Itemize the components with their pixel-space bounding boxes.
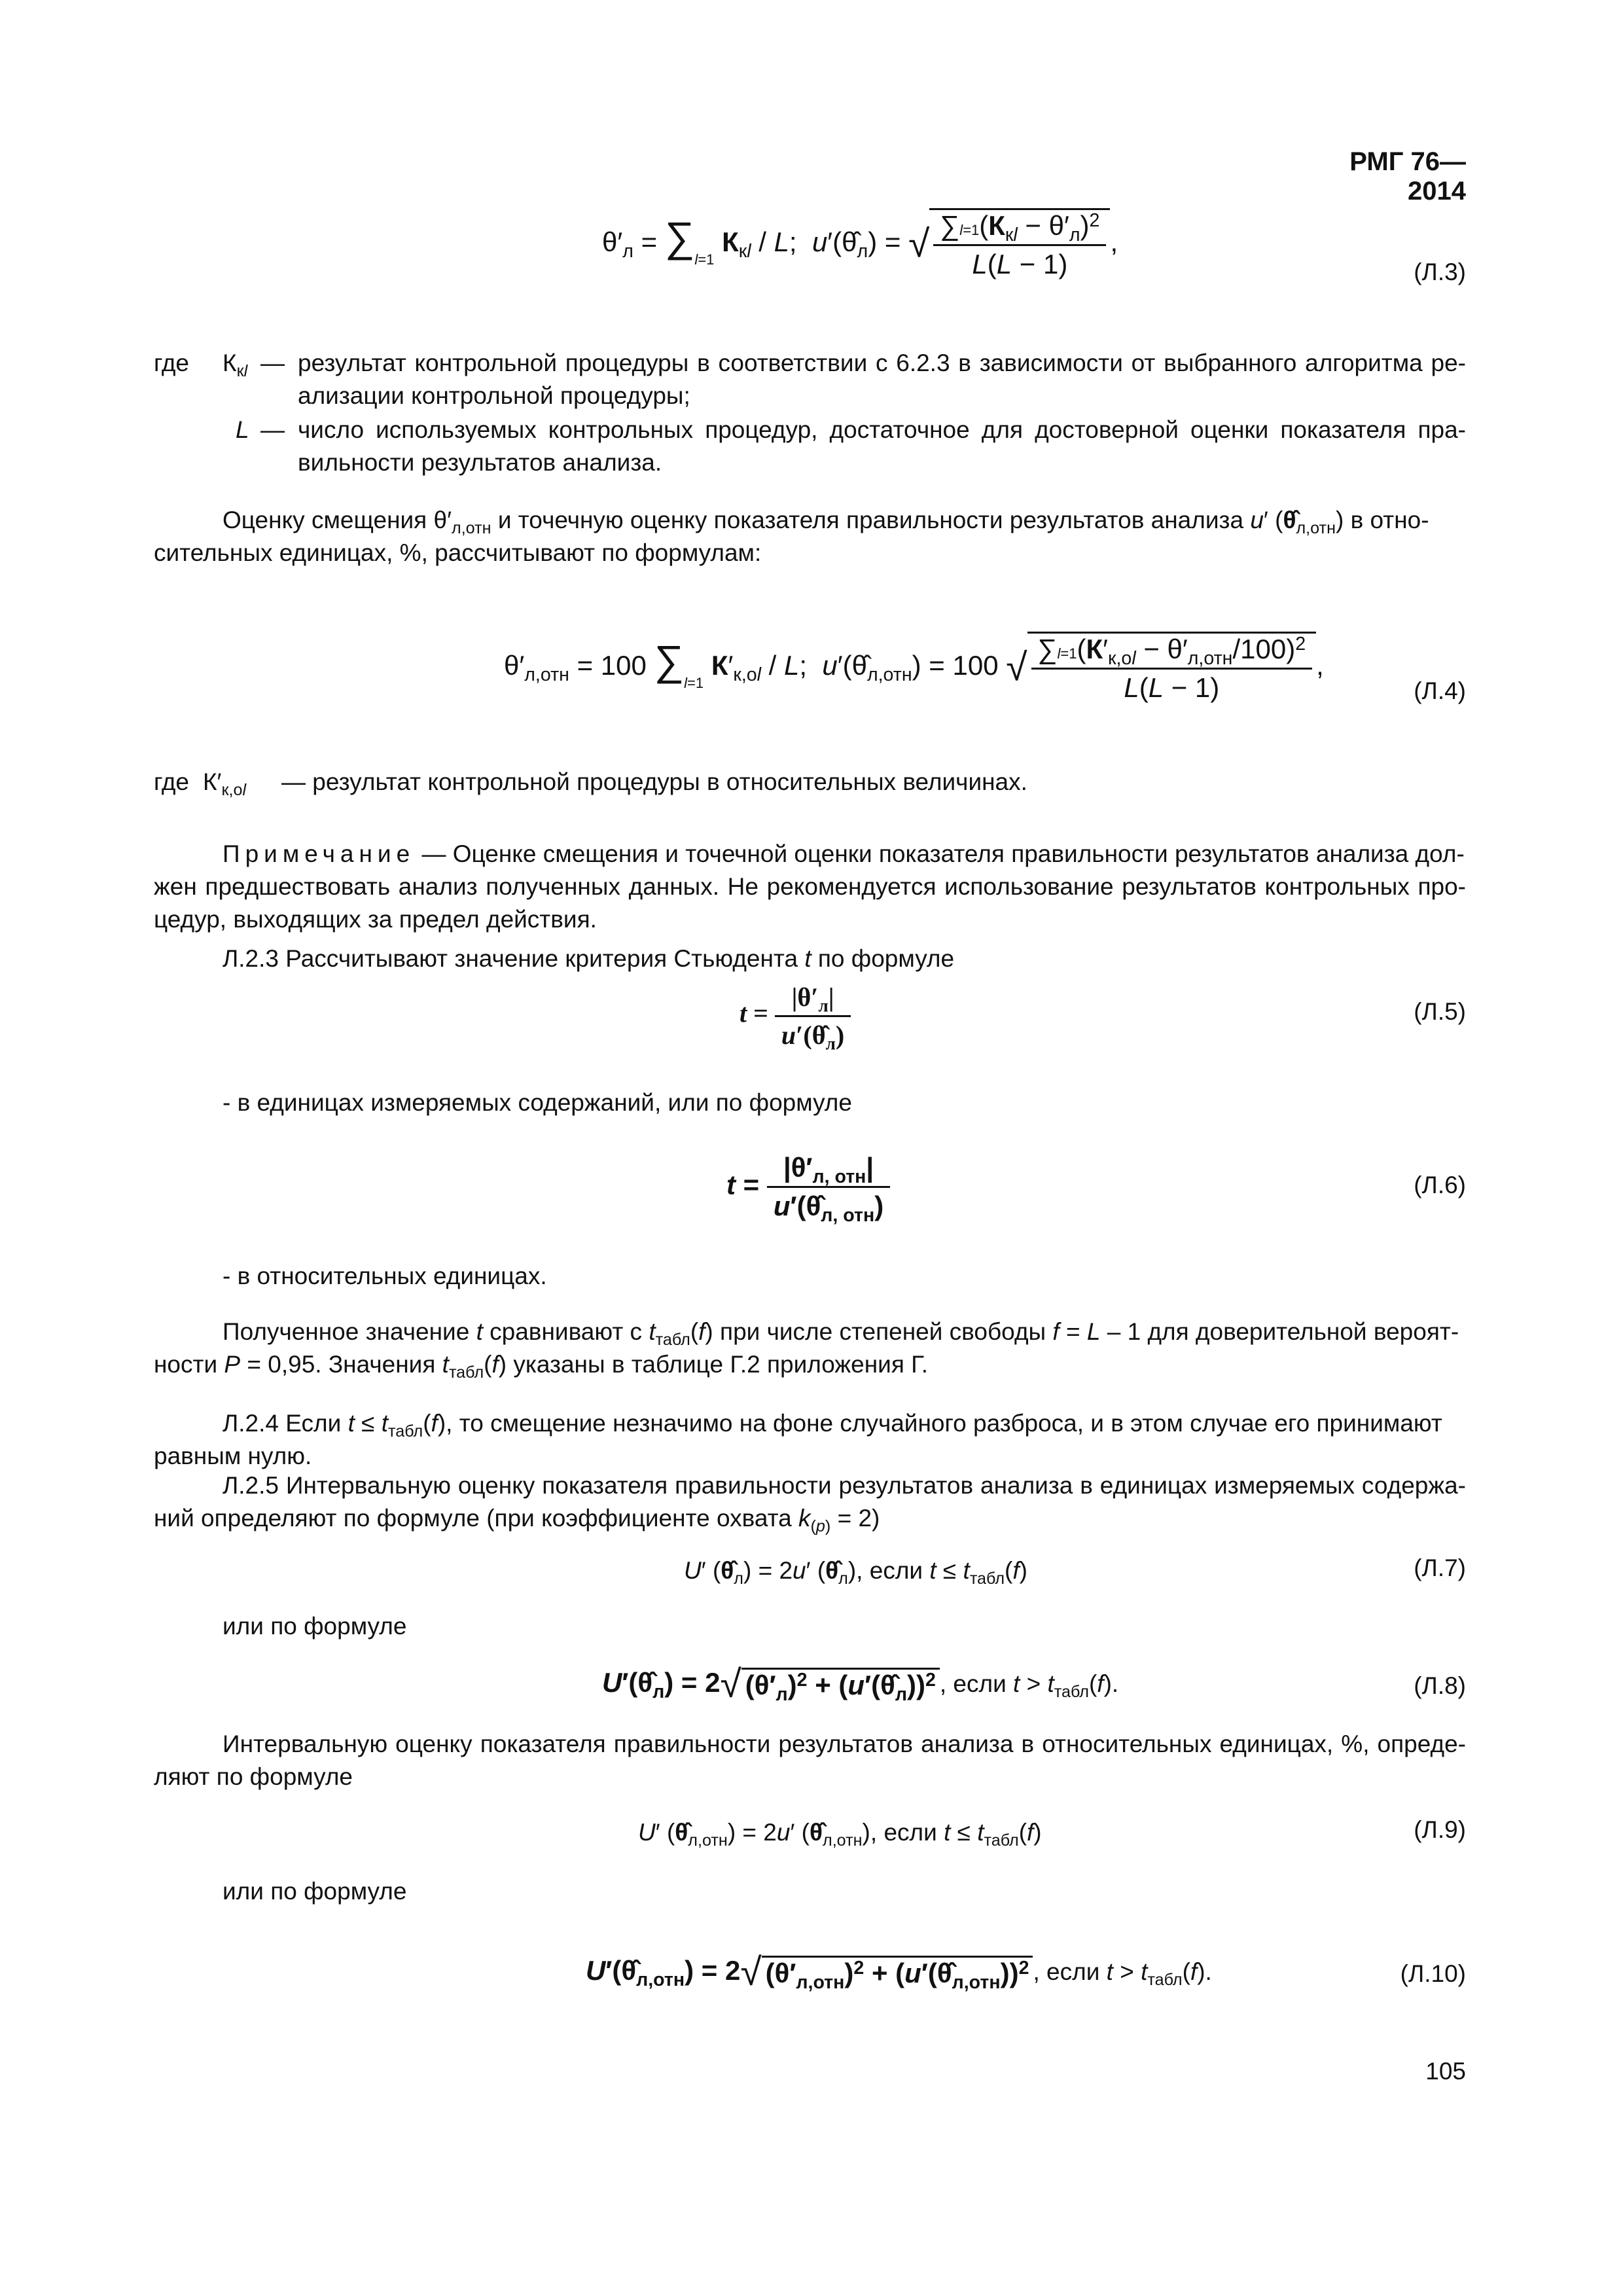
in-rel-text: - в относительных единицах. xyxy=(223,1263,547,1289)
para-bias-line2: сительных единицах, %, рассчитывают по формулам: xyxy=(154,539,762,566)
formula-l9: U′ $(\thetâ_{л,отн}) = 2u'$ $(\thetâ_{л,отн})$, если $t \le t_{табл}(f)$ xyxy=(638,1819,1042,1850)
para-bias-line1: Оценку смещения $\theta'_{л,отн}$ и точечную оценку показателя правильности результатов анализа u′ $(\thetâ_{л,отн})$ в отно- xyxy=(223,507,1429,538)
or-formula-1: или по формуле xyxy=(223,1613,407,1640)
note-line1: Примечание — Оценке смещения и точечной оценки показателя правильности результатов анализа дол- xyxy=(223,840,1465,867)
formula-l3: $\theta'_л = \sum_{l=1}$ $К_{кl}$ / L; $u'(\thetâ_л)$ = √ $\frac{\sum l=1(К_{кl} - \theta'_л)^2}{L(L - 1)}$ , xyxy=(602,208,1118,280)
equation-number-l9: (Л.9) xyxy=(1414,1816,1466,1843)
interval-rel-line1: Интервальную оценку показателя правильности результатов анализа в относительных единицах, %, опреде- xyxy=(223,1731,1466,1757)
obtained-line1: Полученное значение t сравнивают с $t_{табл}(f)$ при числе степеней свободы f = L – 1 для доверительной вероят- xyxy=(223,1318,1459,1350)
formula-l6: t = $\frac{|\theta'_{л, отн}|}{u'(\thetâ_{л, отн})}$ xyxy=(726,1152,890,1222)
equation-number-l7: (Л.7) xyxy=(1414,1554,1466,1581)
in-units-text: - в единицах измеряемых содержаний, или по формуле xyxy=(223,1089,852,1116)
document-code: РМГ 76—2014 xyxy=(1349,147,1466,206)
def-k2-text: — результат контрольной процедуры в относительных величинах. xyxy=(281,768,1027,795)
equation-number-l8: (Л.8) xyxy=(1414,1672,1466,1699)
formula-l8: $U'(\thetâ_л) = 2√$ $(\theta'_л)^2$ + $(u'(\thetâ_л))^2$ , если $t > t_{табл}(f)$. xyxy=(602,1663,1119,1706)
def-k-symbol: $К_{кl}$ xyxy=(223,350,248,381)
equation-number-l3: (Л.3) xyxy=(1414,259,1466,285)
section-l25-line2: ний определяют по формуле (при коэффициенте охвата $k_{(p)} = 2$) xyxy=(154,1505,880,1536)
note-line2: жен предшествовать анализ полученных данных. Не рекомендуется использование результатов контрольных про- xyxy=(154,873,1466,900)
equation-number-l4: (Л.4) xyxy=(1414,677,1466,704)
equation-number-l10: (Л.10) xyxy=(1400,1960,1466,1987)
where2-label: где xyxy=(154,768,190,795)
section-l24-line1: Л.2.4 Если $t \le t_{табл}(f)$, то смещение незначимо на фоне случайного разброса, и в этом случае его принимают xyxy=(223,1410,1442,1441)
def-k-dash: — xyxy=(260,350,285,376)
def-k-line2: ализации контрольной процедуры; xyxy=(298,382,690,409)
def-l-dash: — xyxy=(260,416,285,443)
equation-number-l6: (Л.6) xyxy=(1414,1172,1466,1198)
note-line3: цедур, выходящих за предел действия. xyxy=(154,906,597,933)
section-l25-line1: Л.2.5 Интервальную оценку показателя правильности результатов анализа в единицах измеряемых содержа- xyxy=(223,1472,1466,1499)
page-number: 105 xyxy=(1425,2058,1466,2085)
equation-number-l5: (Л.5) xyxy=(1414,998,1466,1025)
def-k2-symbol: $К'_{к,оl}$ xyxy=(203,768,247,800)
section-l24-line2: равным нулю. xyxy=(154,1443,312,1469)
formula-l4: $\theta'_{л,отн} = 100$ $\sum_{l=1}$ $К'_{к,оl}$ / L; $u'(\thetâ_{л,отн}) = 100$ √ $\frac{\sum l=1(К'_{к,оl} - \theta'_{л,отн}/100)^2}{L(L - 1)}$ , xyxy=(504,632,1324,704)
formula-l5: t = $\frac{|\theta'_л|}{u'(\thetâ_л)}$ xyxy=(740,982,851,1050)
obtained-line2: ности P = 0,95. Значения $t_{табл}(f)$ указаны в таблице Г.2 приложения Г. xyxy=(154,1351,928,1382)
where-label: где xyxy=(154,350,190,376)
formula-l7: U′ $(\thetâ_л) = 2u'$ $(\thetâ_л)$, если $t \le t_{табл}(f)$ xyxy=(684,1557,1027,1588)
section-l23: Л.2.3 Рассчитывают значение критерия Стьюдента t по формуле xyxy=(223,945,955,972)
or-formula-2: или по формуле xyxy=(223,1878,407,1905)
def-l-symbol: L xyxy=(236,416,249,443)
def-l-line1: число используемых контрольных процедур, достаточное для достоверной оценки показателя пра- xyxy=(298,416,1466,443)
interval-rel-line2: ляют по формуле xyxy=(154,1763,353,1790)
def-k-line1: результат контрольной процедуры в соответствии с 6.2.3 в зависимости от выбранного алгоритма ре- xyxy=(298,350,1466,376)
formula-l10: $U'(\thetâ_{л,отн}) = 2√$ $(\theta'_{л,отн})^2$ + $(u'(\thetâ_{л,отн}))^2$ , если $t > t_{табл}(f)$. xyxy=(586,1951,1212,1994)
def-l-line2: вильности результатов анализа. xyxy=(298,449,662,476)
